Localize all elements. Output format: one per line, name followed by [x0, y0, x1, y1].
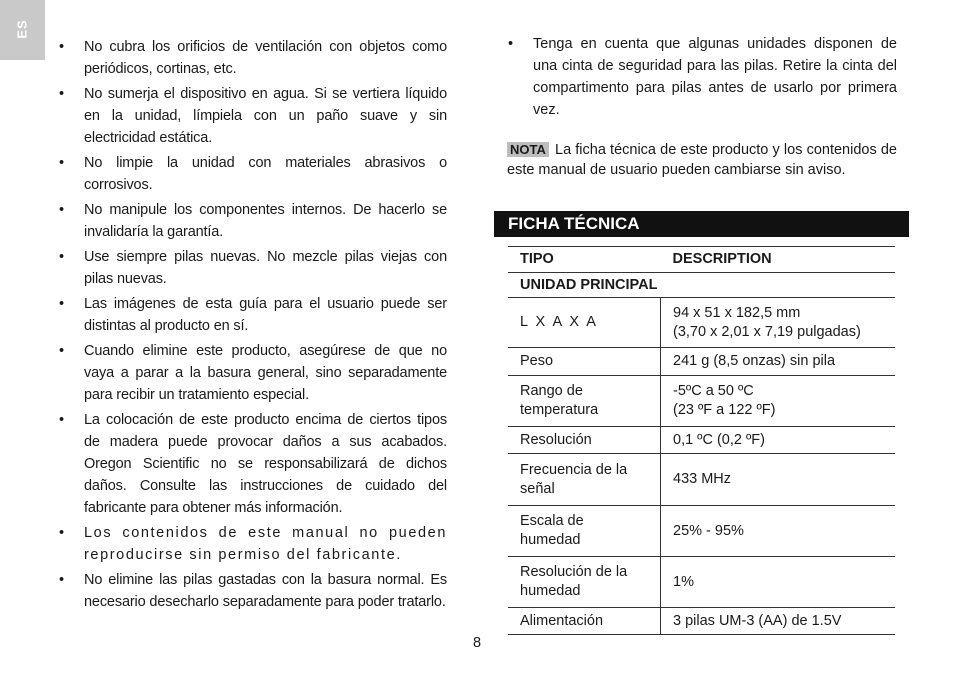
left-column	[58, 36, 447, 616]
spec-value: 25% - 95%	[661, 506, 896, 557]
spec-label: Escala de humedad	[508, 506, 661, 557]
spec-label: Peso	[508, 348, 661, 376]
list-item: • No sumerja el dispositivo en agua. Si se vertiera líquido en la unidad, límpiela con un paño suave y sin electricidad estática.	[58, 83, 447, 149]
header-cell-type: TIPO	[508, 247, 661, 273]
spec-value: 241 g (8,5 onzas) sin pila	[661, 348, 896, 376]
spec-value: -5ºC a 50 ºC (23 ºF a 122 ºF)	[661, 376, 896, 427]
table-header-row	[508, 247, 895, 273]
table-row	[508, 454, 895, 506]
spec-label: Frecuencia de la señal	[508, 454, 661, 506]
list-item: • No cubra los orificios de ventilación con objetos como periódicos, cortinas, etc.	[58, 36, 447, 80]
list-item: • Las imágenes de esta guía para el usuario puede ser distintas al producto en sí.	[58, 293, 447, 337]
table-row	[508, 348, 895, 376]
list-item: • No elimine las pilas gastadas con la basura normal. Es necesario desecharlo separadamente para poder tratarlo.	[58, 569, 447, 613]
table-row	[508, 298, 895, 348]
spec-label: L X A X A	[508, 298, 661, 348]
note-paragraph	[507, 140, 897, 180]
spec-label: Rango de temperatura	[508, 376, 661, 427]
section-title: FICHA TÉCNICA	[494, 211, 909, 237]
list-item: • La colocación de este producto encima de ciertos tipos de madera puede provocar daños a sus acabados. Oregon Scientific no se responsabilizará de dichos daños. Consulte las instrucciones de cuidado del fabricante para obtener más información.	[58, 409, 447, 519]
list-item: • Cuando elimine este producto, asegúrese de que no vaya a parar a la basura general, sino separadamente para recibir un tratamiento especial.	[58, 340, 447, 406]
spec-label: Alimentación	[508, 608, 661, 635]
table-row	[508, 376, 895, 427]
list-item: • Los contenidos de este manual no pueden reproducirse sin permiso del fabricante.	[58, 522, 447, 566]
header-cell-description: DESCRIPTION	[661, 247, 896, 273]
spec-label: Resolución	[508, 427, 661, 454]
spec-value: 0,1 ºC (0,2 ºF)	[661, 427, 896, 454]
list-item: • No limpie la unidad con materiales abrasivos o corrosivos.	[58, 152, 447, 196]
table-subheader-row	[508, 273, 895, 298]
spec-label: Resolución de la humedad	[508, 557, 661, 608]
list-item: • Use siempre pilas nuevas. No mezcle pilas viejas con pilas nuevas.	[58, 246, 447, 290]
spec-value: 1%	[661, 557, 896, 608]
subheader-cell: UNIDAD PRINCIPAL	[508, 273, 895, 298]
note-tag: NOTA	[507, 142, 549, 157]
spec-value: 3 pilas UM-3 (AA) de 1.5V	[661, 608, 896, 635]
table-row	[508, 506, 895, 557]
note-text: La ficha técnica de este producto y los contenidos de este manual de usuario pueden cambiarse sin aviso.	[507, 142, 897, 178]
list-item: • Tenga en cuenta que algunas unidades disponen de una cinta de seguridad para las pilas. Retire la cinta del compartimento para pilas antes de usarlo por primera vez.	[507, 33, 897, 121]
list-item: • No manipule los componentes internos. De hacerlo se invalidaría la garantía.	[58, 199, 447, 243]
safety-bullet-list	[58, 36, 447, 613]
language-tab-label: ES	[14, 19, 30, 39]
right-column	[507, 33, 897, 180]
spec-value: 94 x 51 x 182,5 mm (3,70 x 2,01 x 7,19 pulgadas)	[661, 298, 896, 348]
table-row	[508, 608, 895, 635]
spec-value: 433 MHz	[661, 454, 896, 506]
specs-table	[508, 246, 895, 635]
battery-bullet-list	[507, 33, 897, 121]
language-tab	[0, 0, 45, 60]
table-row	[508, 427, 895, 454]
table-row	[508, 557, 895, 608]
page-number: 8	[472, 635, 482, 651]
